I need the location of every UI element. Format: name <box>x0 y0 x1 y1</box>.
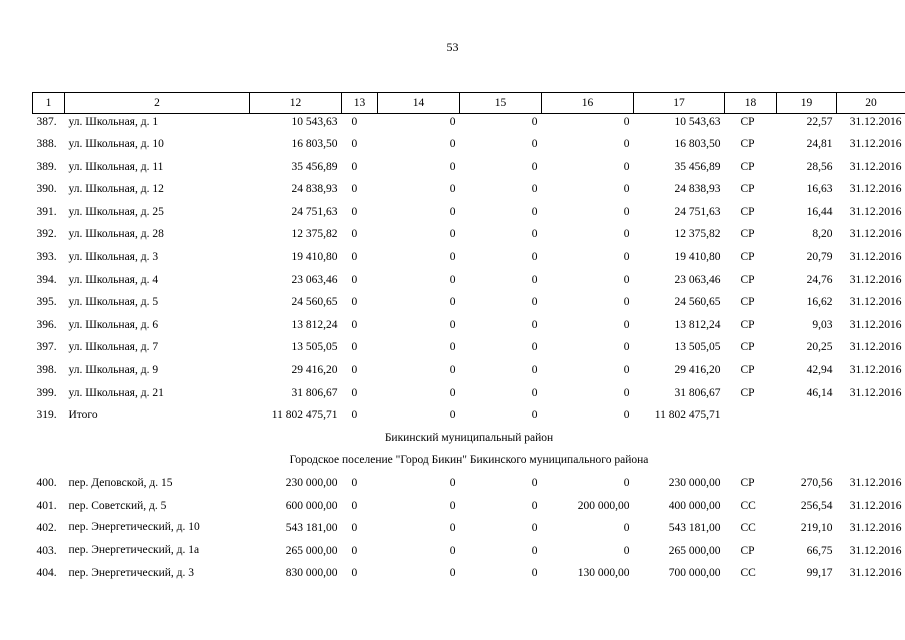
cell-address: пер. Советский, д. 5 <box>68 499 167 512</box>
cell-col-18: СР <box>740 183 755 196</box>
cell-address: пер. Деповской, д. 15 <box>68 477 173 489</box>
cell-col-16: 0 <box>623 386 630 399</box>
cell-col-12: 10 543,63 <box>291 116 338 128</box>
cell-col-14: 0 <box>449 409 456 422</box>
cell-address: пер. Энергетический, д. 3 <box>68 567 194 580</box>
cell-col-16: 0 <box>623 409 630 422</box>
cell-col-16: 0 <box>623 522 630 535</box>
cell-col-13: 0 <box>351 499 358 512</box>
cell-col-12: 13 812,24 <box>291 318 338 331</box>
table-row <box>33 520 905 543</box>
column-header-20: 20 <box>837 93 905 114</box>
cell-col-12: 16 803,50 <box>291 138 338 151</box>
cell-col-12: 830 000,00 <box>285 567 338 580</box>
cell-col-18: СР <box>740 477 755 489</box>
cell-address: ул. Школьная, д. 6 <box>68 318 159 331</box>
cell-row-number: 398. <box>36 364 57 377</box>
cell-address: ул. Школьная, д. 12 <box>68 183 164 196</box>
cell-address: ул. Школьная, д. 7 <box>68 341 159 354</box>
column-header-18: 18 <box>725 93 777 114</box>
cell-col-14: 0 <box>449 499 456 512</box>
cell-row-number: 401. <box>36 499 57 512</box>
cell-col-17: 400 000,00 <box>668 499 721 512</box>
cell-col-15: 0 <box>531 318 538 331</box>
cell-col-17: 13 505,05 <box>674 341 721 354</box>
table-row <box>33 543 905 566</box>
cell-col-17: 12 375,82 <box>674 228 721 241</box>
cell-col-12: 11 802 475,71 <box>271 409 338 422</box>
cell-row-number: 397. <box>36 341 57 354</box>
cell-address: Итого <box>68 409 98 422</box>
table-row <box>33 407 905 430</box>
cell-address: ул. Школьная, д. 3 <box>68 251 159 264</box>
cell-col-19: 16,44 <box>806 205 833 218</box>
cell-col-12: 600 000,00 <box>285 499 338 512</box>
table-row <box>33 385 905 408</box>
cell-col-13: 0 <box>351 183 358 196</box>
table-row <box>33 159 905 182</box>
cell-col-20: 31.12.2016 <box>849 296 902 309</box>
cell-col-20: 31.12.2016 <box>849 160 902 173</box>
cell-row-number: 319. <box>36 409 57 422</box>
cell-col-12: 13 505,05 <box>291 341 338 354</box>
cell-col-13: 0 <box>351 273 358 286</box>
cell-col-15: 0 <box>531 522 538 535</box>
cell-col-16: 0 <box>623 205 630 218</box>
cell-col-15: 0 <box>531 567 538 580</box>
table-row <box>33 317 905 340</box>
cell-address: ул. Школьная, д. 4 <box>68 273 159 286</box>
cell-col-19: 20,25 <box>806 341 833 354</box>
cell-col-20: 31.12.2016 <box>849 116 902 128</box>
table-row <box>33 249 905 272</box>
cell-col-17: 11 802 475,71 <box>654 409 721 422</box>
cell-col-20: 31.12.2016 <box>849 544 902 557</box>
cell-col-17: 19 410,80 <box>674 251 721 264</box>
cell-col-19: 42,94 <box>806 364 833 377</box>
cell-col-14: 0 <box>449 116 456 128</box>
cell-address: пер. Энергетический, д. 1а <box>68 543 200 556</box>
cell-col-17: 13 812,24 <box>674 318 721 331</box>
cell-col-16: 0 <box>623 296 630 309</box>
cell-col-15: 0 <box>531 183 538 196</box>
cell-col-16: 0 <box>623 364 630 377</box>
cell-col-17: 16 803,50 <box>674 138 721 151</box>
cell-col-20: 31.12.2016 <box>849 477 902 489</box>
cell-col-18: СР <box>740 160 755 173</box>
cell-address: ул. Школьная, д. 25 <box>68 205 164 218</box>
cell-col-13: 0 <box>351 318 358 331</box>
cell-col-19: 8,20 <box>812 228 833 241</box>
column-header-2: 2 <box>65 93 250 114</box>
cell-col-12: 19 410,80 <box>291 251 338 264</box>
cell-address: ул. Школьная, д. 11 <box>68 160 164 173</box>
section-heading-row <box>33 452 905 475</box>
cell-col-13: 0 <box>351 522 358 535</box>
cell-row-number: 394. <box>36 273 57 286</box>
cell-col-13: 0 <box>351 160 358 173</box>
cell-col-14: 0 <box>449 296 456 309</box>
cell-col-19: 256,54 <box>800 499 833 512</box>
cell-col-20: 31.12.2016 <box>849 228 902 241</box>
cell-col-16: 200 000,00 <box>577 499 630 512</box>
cell-address: ул. Школьная, д. 21 <box>68 386 164 399</box>
page-number: 53 <box>446 40 459 54</box>
cell-col-14: 0 <box>449 341 456 354</box>
table-row <box>33 114 905 137</box>
cell-col-20: 31.12.2016 <box>849 183 902 196</box>
cell-col-13: 0 <box>351 116 358 128</box>
cell-col-19: 270,56 <box>800 477 833 489</box>
cell-col-14: 0 <box>449 205 456 218</box>
cell-col-13: 0 <box>351 386 358 399</box>
cell-col-18: СР <box>740 386 755 399</box>
table-row <box>33 204 905 227</box>
table-row <box>33 565 905 588</box>
cell-col-14: 0 <box>449 138 456 151</box>
cell-row-number: 400. <box>36 477 57 489</box>
cell-col-12: 265 000,00 <box>285 544 338 557</box>
cell-col-16: 0 <box>623 183 630 196</box>
cell-col-13: 0 <box>351 477 358 489</box>
cell-col-12: 29 416,20 <box>291 364 338 377</box>
cell-col-13: 0 <box>351 409 358 422</box>
cell-col-15: 0 <box>531 116 538 128</box>
cell-col-12: 230 000,00 <box>285 477 338 489</box>
cell-address: ул. Школьная, д. 9 <box>68 364 159 377</box>
cell-col-14: 0 <box>449 477 456 489</box>
cell-row-number: 391. <box>36 205 57 218</box>
cell-col-17: 23 063,46 <box>674 273 721 286</box>
cell-address: ул. Школьная, д. 28 <box>68 228 164 241</box>
cell-col-17: 265 000,00 <box>668 544 721 557</box>
cell-col-14: 0 <box>449 567 456 580</box>
cell-col-20 <box>837 407 905 430</box>
cell-col-13: 0 <box>351 251 358 264</box>
cell-col-17: 24 838,93 <box>674 183 721 196</box>
cell-col-20: 31.12.2016 <box>849 522 902 535</box>
cell-row-number: 393. <box>36 251 57 264</box>
cell-col-15: 0 <box>531 251 538 264</box>
cell-col-20: 31.12.2016 <box>849 318 902 331</box>
cell-col-14: 0 <box>449 228 456 241</box>
cell-col-18: СР <box>740 116 755 128</box>
cell-row-number: 390. <box>36 183 57 196</box>
cell-col-14: 0 <box>449 522 456 535</box>
cell-col-17: 543 181,00 <box>668 522 721 535</box>
cell-col-17: 24 560,65 <box>674 296 721 309</box>
cell-col-19: 219,10 <box>800 522 833 535</box>
cell-col-16: 0 <box>623 273 630 286</box>
cell-col-13: 0 <box>351 205 358 218</box>
cell-row-number: 402. <box>36 522 57 535</box>
cell-col-15: 0 <box>531 386 538 399</box>
section-heading: Бикинский муниципальный район <box>384 431 554 444</box>
table-row <box>33 362 905 385</box>
section-heading-row <box>33 430 905 453</box>
cell-col-17: 700 000,00 <box>668 567 721 580</box>
cell-col-18: СР <box>740 273 755 286</box>
cell-col-16: 0 <box>623 251 630 264</box>
table-row <box>33 226 905 249</box>
cell-col-13: 0 <box>351 228 358 241</box>
cell-row-number: 403. <box>36 544 57 557</box>
cell-col-19: 99,17 <box>806 567 833 580</box>
column-header-17: 17 <box>634 93 725 114</box>
cell-row-number: 387. <box>36 116 57 128</box>
cell-col-19: 66,75 <box>806 544 833 557</box>
cell-row-number: 388. <box>36 138 57 151</box>
cell-col-15: 0 <box>531 409 538 422</box>
column-header-19: 19 <box>777 93 837 114</box>
cell-col-19: 24,81 <box>806 138 833 151</box>
cell-col-20: 31.12.2016 <box>849 341 902 354</box>
cell-col-14: 0 <box>449 544 456 557</box>
cell-col-14: 0 <box>449 160 456 173</box>
cell-col-12: 24 838,93 <box>291 183 338 196</box>
cell-col-16: 0 <box>623 544 630 557</box>
cell-col-14: 0 <box>449 364 456 377</box>
table-row <box>33 339 905 362</box>
cell-col-15: 0 <box>531 477 538 489</box>
cell-col-12: 24 560,65 <box>291 296 338 309</box>
cell-col-15: 0 <box>531 273 538 286</box>
table-row <box>33 294 905 317</box>
cell-col-20: 31.12.2016 <box>849 386 902 399</box>
cell-col-19 <box>777 407 837 430</box>
cell-address: пер. Энергетический, д. 10 <box>68 521 200 534</box>
cell-col-18: СС <box>740 499 756 512</box>
cell-col-18: СС <box>740 522 756 535</box>
column-header-14: 14 <box>378 93 460 114</box>
cell-col-16: 0 <box>623 116 630 128</box>
table-row <box>33 181 905 204</box>
table-row <box>33 136 905 159</box>
cell-col-12: 23 063,46 <box>291 273 338 286</box>
cell-col-16: 0 <box>623 341 630 354</box>
cell-col-20: 31.12.2016 <box>849 273 902 286</box>
cell-col-19: 16,63 <box>806 183 833 196</box>
column-header-1: 1 <box>33 93 65 114</box>
cell-col-18: СР <box>740 318 755 331</box>
cell-col-13: 0 <box>351 341 358 354</box>
cell-col-14: 0 <box>449 386 456 399</box>
cell-col-18: СР <box>740 138 755 151</box>
table-row <box>33 498 905 521</box>
cell-col-20: 31.12.2016 <box>849 251 902 264</box>
cell-address: ул. Школьная, д. 1 <box>68 116 159 128</box>
cell-col-13: 0 <box>351 296 358 309</box>
cell-col-15: 0 <box>531 544 538 557</box>
cell-col-12: 24 751,63 <box>291 205 338 218</box>
cell-col-19: 22,57 <box>806 116 833 128</box>
cell-col-19: 20,79 <box>806 251 833 264</box>
column-header-16: 16 <box>542 93 634 114</box>
table-row <box>33 272 905 295</box>
cell-col-18: СР <box>740 296 755 309</box>
cell-col-19: 9,03 <box>812 318 833 331</box>
cell-col-19: 24,76 <box>806 273 833 286</box>
cell-col-12: 543 181,00 <box>285 522 338 535</box>
cell-col-19: 46,14 <box>806 386 833 399</box>
cell-col-14: 0 <box>449 273 456 286</box>
cell-row-number: 404. <box>36 567 57 580</box>
column-header-15: 15 <box>460 93 542 114</box>
cell-col-18 <box>725 407 777 430</box>
cell-col-15: 0 <box>531 499 538 512</box>
cell-row-number: 392. <box>36 228 57 241</box>
cell-col-16: 130 000,00 <box>577 567 630 580</box>
cell-row-number: 389. <box>36 160 57 173</box>
cell-col-13: 0 <box>351 544 358 557</box>
section-heading: Городское поселение "Город Бикин" Бикинского муниципального района <box>289 454 649 467</box>
cell-col-15: 0 <box>531 364 538 377</box>
table-row <box>33 475 905 498</box>
table-header-row <box>33 93 905 114</box>
cell-col-19: 16,62 <box>806 296 833 309</box>
column-header-13: 13 <box>342 93 378 114</box>
cell-col-18: СР <box>740 228 755 241</box>
cell-col-16: 0 <box>623 477 630 489</box>
table-body <box>33 114 905 588</box>
cell-col-15: 0 <box>531 160 538 173</box>
cell-col-14: 0 <box>449 318 456 331</box>
cell-col-18: СС <box>740 567 756 580</box>
cell-row-number: 395. <box>36 296 57 309</box>
cell-col-12: 31 806,67 <box>291 386 338 399</box>
cell-col-17: 29 416,20 <box>674 364 721 377</box>
cell-row-number: 399. <box>36 386 57 399</box>
cell-col-17: 31 806,67 <box>674 386 721 399</box>
cell-col-15: 0 <box>531 138 538 151</box>
cell-col-20: 31.12.2016 <box>849 364 902 377</box>
cell-col-12: 12 375,82 <box>291 228 338 241</box>
cell-col-15: 0 <box>531 205 538 218</box>
cell-col-16: 0 <box>623 228 630 241</box>
cell-col-15: 0 <box>531 341 538 354</box>
cell-col-17: 24 751,63 <box>674 205 721 218</box>
cell-col-17: 35 456,89 <box>674 160 721 173</box>
cell-col-20: 31.12.2016 <box>849 205 902 218</box>
cell-col-16: 0 <box>623 138 630 151</box>
cell-col-20: 31.12.2016 <box>849 567 902 580</box>
cell-col-16: 0 <box>623 318 630 331</box>
cell-col-18: СР <box>740 544 755 557</box>
cell-col-20: 31.12.2016 <box>849 499 902 512</box>
cell-col-13: 0 <box>351 364 358 377</box>
cell-col-13: 0 <box>351 138 358 151</box>
cell-col-18: СР <box>740 205 755 218</box>
cell-col-13: 0 <box>351 567 358 580</box>
cell-col-19: 28,56 <box>806 160 833 173</box>
cell-col-20: 31.12.2016 <box>849 138 902 151</box>
cell-address: ул. Школьная, д. 10 <box>68 138 164 151</box>
cell-col-12: 35 456,89 <box>291 160 338 173</box>
cell-col-14: 0 <box>449 251 456 264</box>
cell-col-17: 10 543,63 <box>674 116 721 128</box>
cell-col-18: СР <box>740 341 755 354</box>
cell-row-number: 396. <box>36 318 57 331</box>
cell-col-14: 0 <box>449 183 456 196</box>
cell-col-17: 230 000,00 <box>668 477 721 489</box>
column-header-12: 12 <box>250 93 342 114</box>
data-table <box>32 92 905 588</box>
cell-col-15: 0 <box>531 228 538 241</box>
cell-col-18: СР <box>740 251 755 264</box>
cell-address: ул. Школьная, д. 5 <box>68 296 159 309</box>
cell-col-15: 0 <box>531 296 538 309</box>
cell-col-16: 0 <box>623 160 630 173</box>
cell-col-18: СР <box>740 364 755 377</box>
